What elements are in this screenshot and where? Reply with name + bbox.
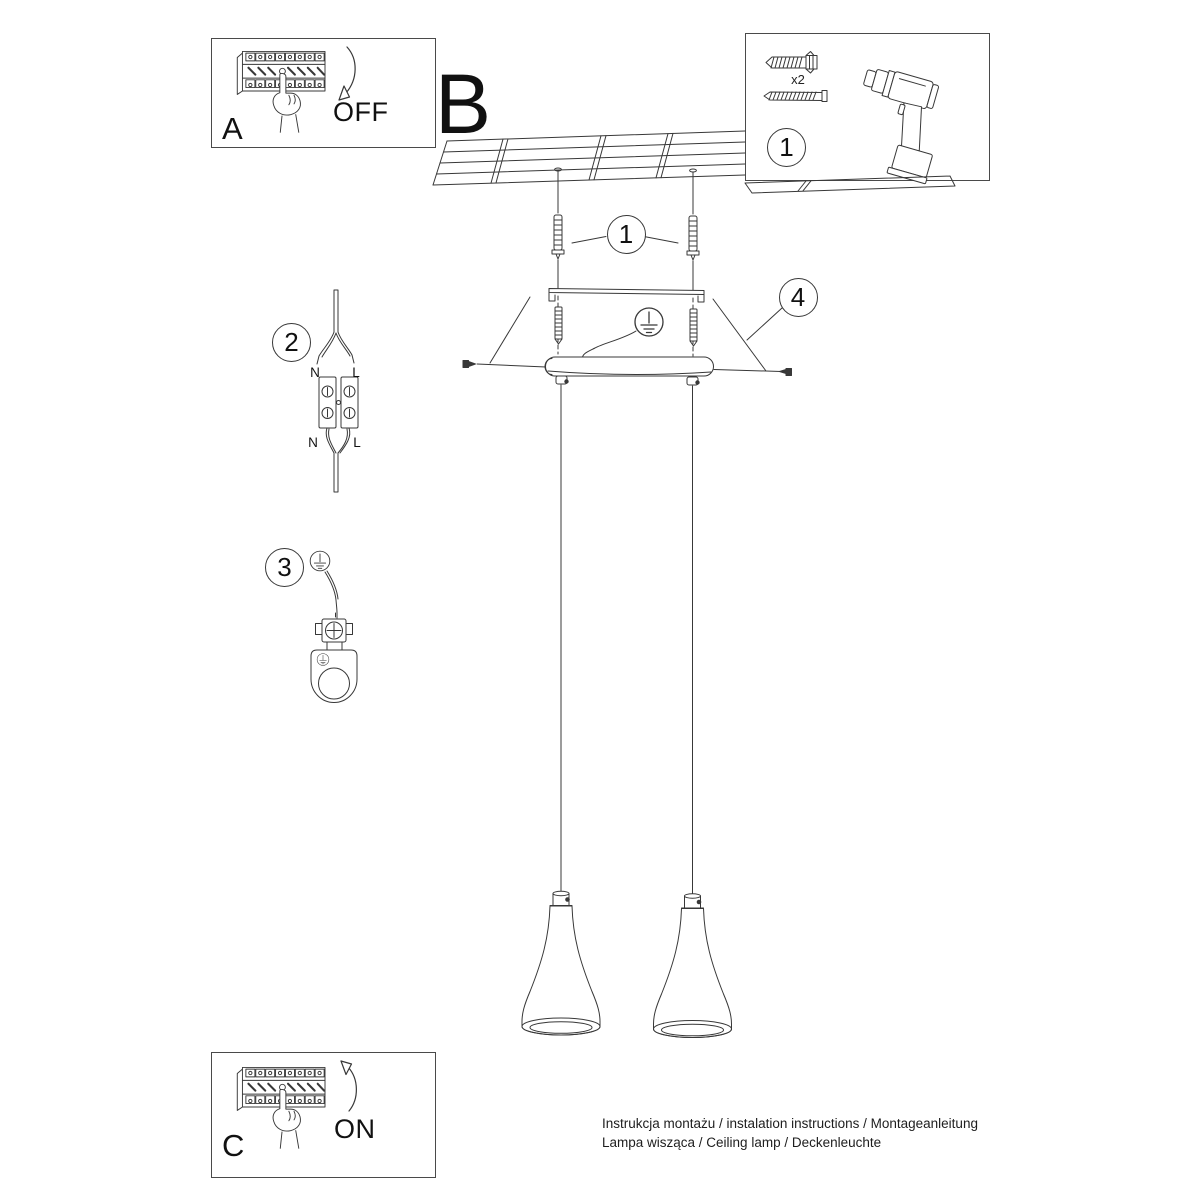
pendant-lamps-drawing [522, 385, 732, 1038]
earth-symbol-icon [635, 308, 663, 336]
earth-symbol-icon [310, 551, 330, 571]
panel-a-label: A [222, 111, 243, 146]
wiring-diagram [317, 290, 358, 492]
callout-parts-1: 1 [767, 128, 806, 167]
wire-label-l-out: L [353, 435, 361, 450]
footer-line-2: Lampa wisząca / Ceiling lamp / Deckenleuchte [602, 1135, 882, 1150]
callout-anchors-1: 1 [607, 215, 646, 254]
panel-c-label: C [222, 1128, 245, 1163]
bracket-canopy-drawing [463, 289, 792, 386]
breaker-panel-icon [237, 1067, 325, 1148]
callout-ground-3: 3 [265, 548, 304, 587]
step-b-label: B [435, 57, 492, 151]
arrow-up-icon [341, 1061, 356, 1111]
callout-wiring-2: 2 [272, 323, 311, 362]
callout-canopy-4: 4 [779, 278, 818, 317]
on-label: ON [334, 1114, 376, 1144]
wire-label-n-out: N [308, 435, 318, 450]
ceiling-drawing [433, 131, 955, 193]
wire-label-l-in: L [352, 365, 360, 380]
anchor-quantity-label: x2 [791, 72, 805, 87]
ground-connection-drawing [310, 551, 357, 702]
wire-label-n-in: N [310, 365, 320, 380]
footer-line-1: Instrukcja montażu / instalation instructions / Montageanleitung [602, 1116, 978, 1131]
off-label: OFF [333, 97, 389, 127]
panel-c-power-on [211, 1052, 436, 1178]
footer-text [602, 1114, 978, 1152]
